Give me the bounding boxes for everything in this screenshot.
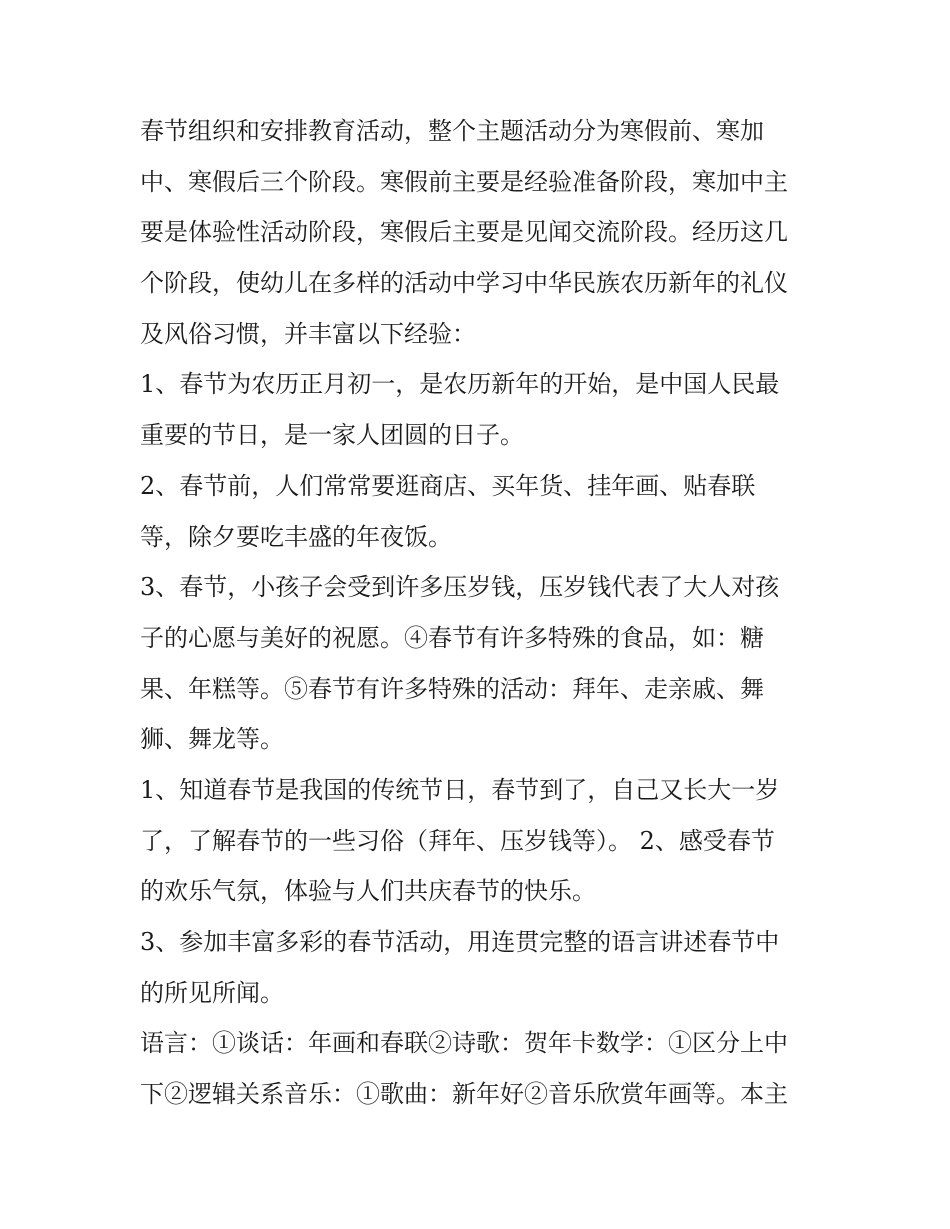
text-line: 下②逻辑关系音乐：①歌曲：新年好②音乐欣赏年画等。本主 [140, 1080, 788, 1109]
text-line: 果、年糕等。⑤春节有许多特殊的活动：拜年、走亲戚、舞 [140, 674, 764, 703]
text-line: 个阶段，使幼儿在多样的活动中学习中华民族农历新年的礼仪 [140, 269, 788, 298]
text-line: 的所见所闻。 [140, 978, 284, 1007]
text-line: 子的心愿与美好的祝愿。④春节有许多特殊的食品，如：糖 [140, 623, 764, 652]
text-line: 1、知道春节是我国的传统节日，春节到了，自己又长大一岁 [140, 775, 780, 804]
text-line: 重要的节日，是一家人团圆的日子。 [140, 421, 524, 450]
text-line: 狮、舞龙等。 [140, 725, 284, 754]
text-line: 的欢乐气氛，体验与人们共庆春节的快乐。 [140, 877, 596, 906]
text-line: 3、春节，小孩子会受到许多压岁钱，压岁钱代表了大人对孩 [140, 573, 780, 602]
text-line: 要是体验性活动阶段，寒假后主要是见闻交流阶段。经历这几 [140, 218, 788, 247]
text-line: 等，除夕要吃丰盛的年夜饭。 [140, 522, 452, 551]
text-line: 3、参加丰富多彩的春节活动，用连贯完整的语言讲述春节中 [140, 928, 780, 956]
document-body-text [140, 106, 830, 1120]
text-line: 春节组织和安排教育活动，整个主题活动分为寒假前、寒加 [140, 117, 764, 145]
text-line: 中、寒假后三个阶段。寒假前主要是经验准备阶段，寒加中主 [140, 167, 788, 196]
text-line: 了，了解春节的一些习俗（拜年、压岁钱等）。 2、感受春节 [140, 826, 775, 855]
text-line: 及风俗习惯，并丰富以下经验： [140, 319, 476, 348]
text-line: 1、春节为农历正月初一，是农历新年的开始，是中国人民最 [140, 370, 780, 399]
text-line: 2、春节前，人们常常要逛商店、买年货、挂年画、贴春联 [140, 471, 756, 500]
text-line: 语言：①谈话：年画和春联②诗歌：贺年卡数学：①区分上中 [140, 1029, 788, 1058]
